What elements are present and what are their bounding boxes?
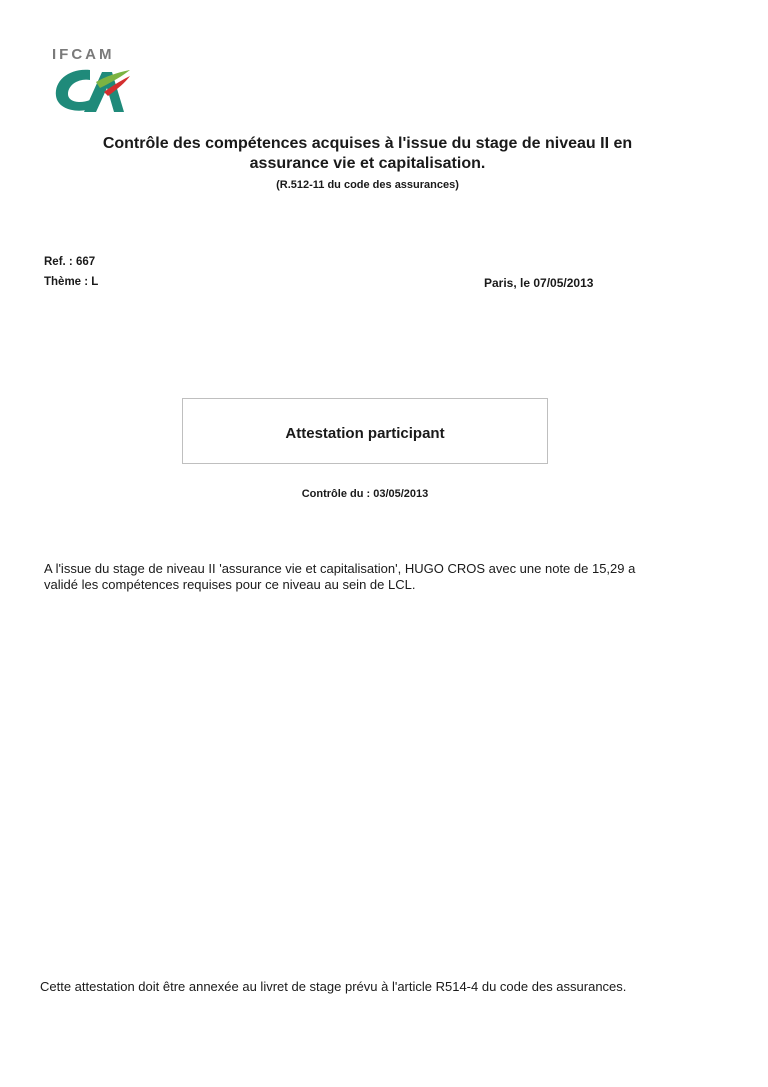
attestation-body [44, 561, 714, 593]
logo-brand-text: IFCAM [52, 46, 115, 63]
reference-number: Ref. : 667 [44, 256, 96, 268]
credit-agricole-logo-icon [50, 62, 132, 116]
title-line-1: Contrôle des compétences acquises à l'issue du stage de niveau II en [102, 135, 633, 152]
page-title [40, 134, 695, 174]
document-date: Paris, le 07/05/2013 [484, 276, 594, 290]
footer-note: Cette attestation doit être annexée au livret de stage prévu à l'article R514-4 du code des assurances. [40, 979, 627, 994]
body-line-2: validé les compétences requises pour ce niveau au sein de LCL. [44, 577, 416, 592]
controle-date: Contrôle du : 03/05/2013 [301, 488, 429, 500]
body-line-1: A l'issue du stage de niveau II 'assurance vie et capitalisation', HUGO CROS avec une note de 15,29 a [44, 561, 636, 576]
attestation-box [182, 398, 548, 464]
title-line-2: assurance vie et capitalisation. [249, 155, 486, 172]
ifcam-logo [50, 46, 132, 116]
attestation-title-text: Attestation participant [285, 425, 445, 442]
theme-label: Thème : L [44, 276, 99, 288]
page-subtitle: (R.512-11 du code des assurances) [276, 179, 459, 191]
attestation-title [183, 425, 547, 442]
